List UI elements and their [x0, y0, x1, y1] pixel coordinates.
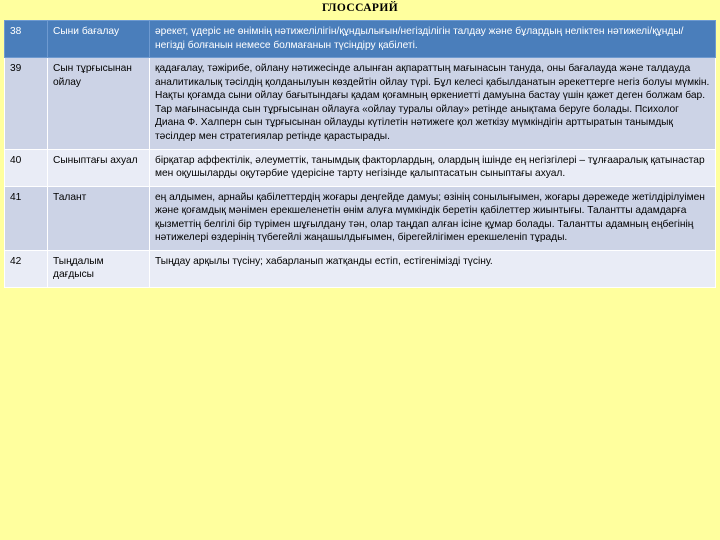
table-row	[5, 58, 716, 149]
row-number-cell: 39	[5, 58, 48, 149]
row-number-cell: 41	[5, 186, 48, 250]
term-cell: Сын тұрғысынан ойлау	[48, 58, 150, 149]
page-title: ГЛОССАРИЙ	[321, 2, 399, 14]
definition-cell: бірқатар аффектілік, әлеуметтік, танымдық факторлардың, олардың ішінде ең негізгілері – тұлғааралық қатынастар мен оқушыларды оқутәрбие үдерісіне тарту негізінде қалыптасатын сыныптағы ахуал.	[150, 149, 716, 186]
glossary-table	[4, 20, 716, 288]
row-number-cell: 42	[5, 250, 48, 287]
table-row	[5, 250, 716, 287]
row-number-cell: 38	[5, 21, 48, 58]
definition-cell: ең алдымен, арнайы қабілеттердің жоғары деңгейде дамуы; өзінің сонылығымен, жоғары дәрежеде жетілдірілуімен және қоғамдық мәнімен ерекшеленетін өнім алуға мүмкіндік беретін қабілеттер жиынтығы. Талантты адамдарға қызметтің белгілі бір түрімен шұғылдану тән, олар таңдап алған ісіне құмар болады. Талантты адамның еңбегінің нәтижелері өздерінің түбегейлі жаңашылдығымен, бірегейлігімен ерекшеленіп тұрады.	[150, 186, 716, 250]
term-cell: Талант	[48, 186, 150, 250]
definition-cell: әрекет, үдеріс не өнімнің нәтижелілігін/құндылығын/негізділігін талдау және бұлардың неліктен нәтижелі/құнды/негізді болғанын немесе болмағанын түсіндіру қабілеті.	[150, 21, 716, 58]
definition-cell: қадағалау, тәжірибе, ойлану нәтижесінде алынған ақпараттың мағынасын тануда, оны бағалауда және талдауда аналитикалық тәсілдің қолданылуын көздейтін ойлау түрі. Бұл келесі қабылданатын әрекеттерге негіз болуы мүмкін. Нақты қоғамда сыни ойлау бағытындағы қадам қоғамның өркениетті дамуына бастау үшін қажет деген болжам бар. Тар мағынасында сын тұрғысынан ойлауға «ойлау туралы ойлау» ретінде анықтама беруге болады. Психолог Диана Ф. Халперн сын тұрғысынан ойлауды күтілетін нәтижеге қол жеткізу мүмкіндігін арттыратын танымдық тәсілдер мен стратегиялар ретінде қарастырады.	[150, 58, 716, 149]
term-cell: Сыныптағы ахуал	[48, 149, 150, 186]
term-cell: Сыни бағалау	[48, 21, 150, 58]
table-row	[5, 21, 716, 58]
glossary-table-container	[4, 20, 716, 288]
term-cell: Тыңдалым дағдысы	[48, 250, 150, 287]
table-row	[5, 186, 716, 250]
row-number-cell: 40	[5, 149, 48, 186]
definition-cell: Тыңдау арқылы түсіну; хабарланып жатқанды естіп, естігенімізді түсіну.	[150, 250, 716, 287]
table-row	[5, 149, 716, 186]
